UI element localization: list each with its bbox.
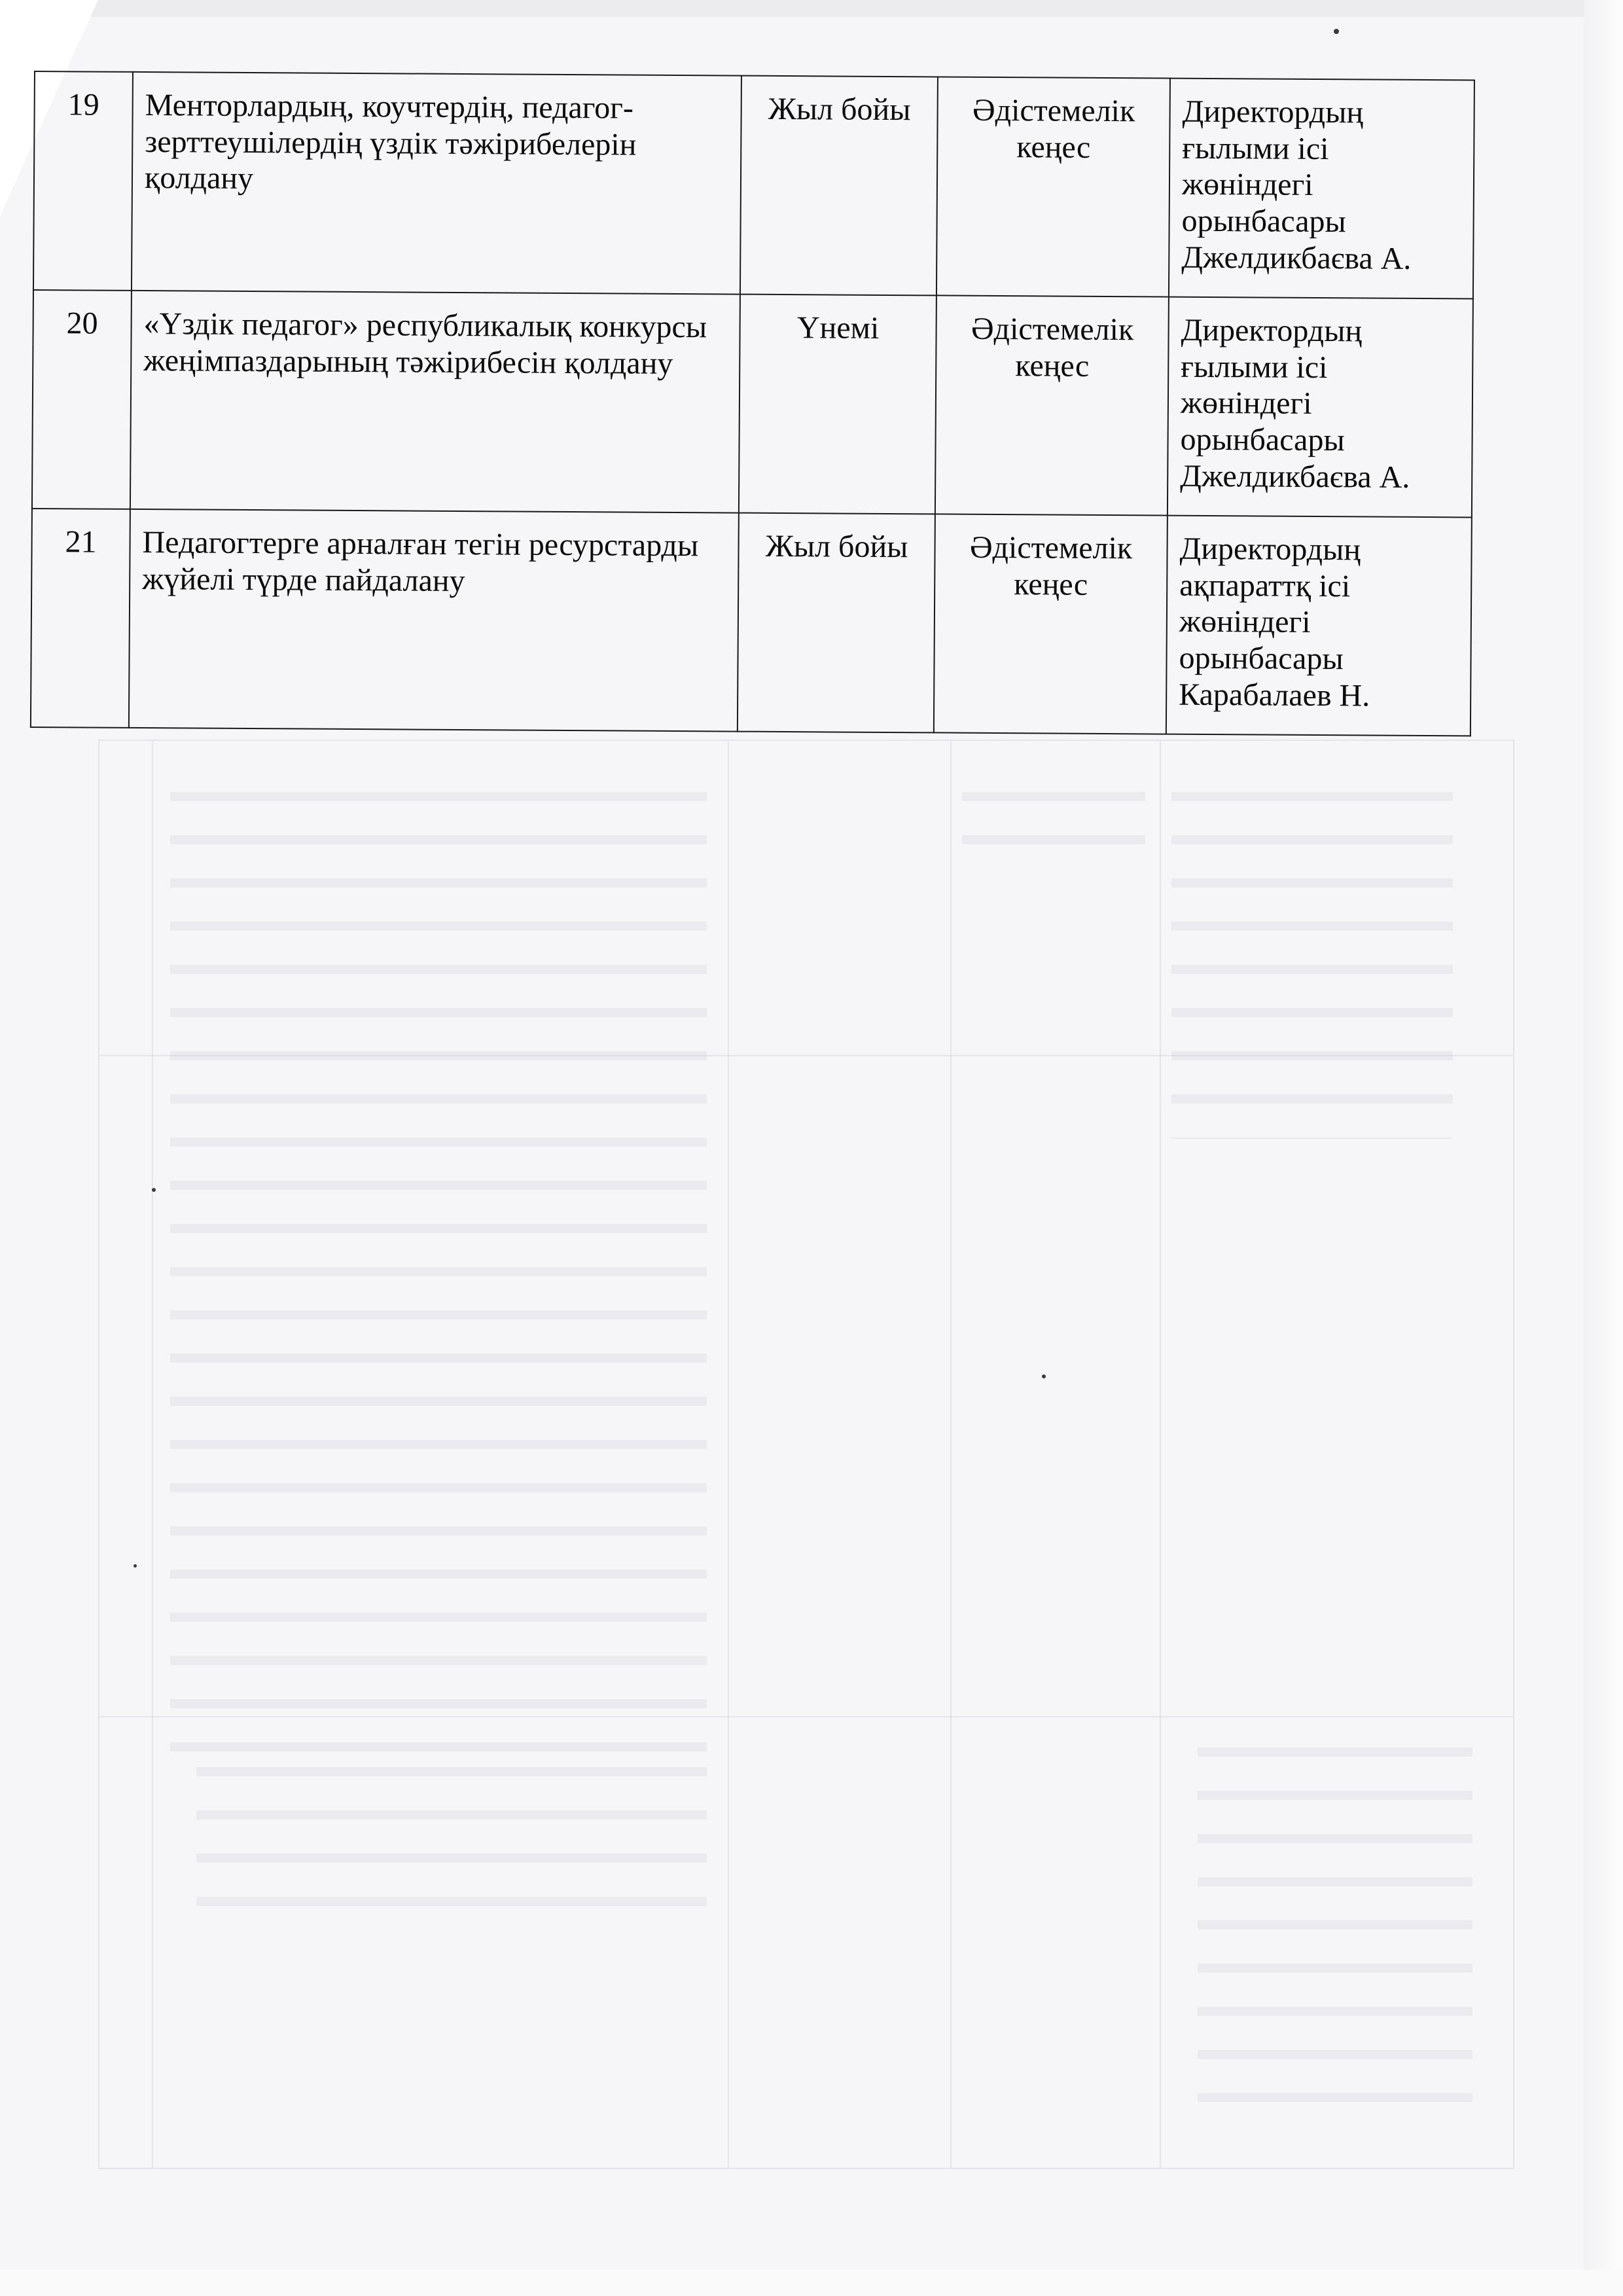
form-cell: Әдістемелік кеңес — [935, 295, 1169, 515]
period-cell: Жыл бойы — [738, 513, 935, 733]
responsible-cell: Директордың ақпараттқ ісі жөніндегі орынбасары Карабалаев Н. — [1166, 516, 1472, 736]
row-number: 21 — [31, 509, 130, 728]
responsible-cell: Директордың ғылыми ісі жөніндегі орынбасары Джелдикбаєва А. — [1168, 297, 1473, 518]
event-cell: «Үздік педагог» республикалық конкурсы жеңімпаздарының тәжірибесін қолдану — [130, 291, 740, 513]
scan-speck — [152, 1188, 156, 1192]
scan-speck — [1334, 29, 1339, 34]
bleed-through-text — [1171, 772, 1453, 1139]
form-cell: Әдістемелік кеңес — [936, 77, 1170, 296]
period-cell: Жыл бойы — [740, 76, 938, 296]
table-row — [32, 290, 1473, 517]
bleed-through-text — [1198, 1728, 1472, 2134]
page-bottom-edge — [0, 2270, 1623, 2296]
table-row — [33, 71, 1474, 298]
bleed-through-text — [196, 1748, 707, 1918]
row-number: 20 — [32, 290, 132, 509]
page-right-edge — [1584, 0, 1623, 2296]
responsible-cell: Директордың ғылыми ісі жөніндегі орынбасары Джелдикбаєва А. — [1169, 79, 1474, 299]
bleed-through-text — [962, 772, 1145, 877]
period-cell: Үнемі — [739, 295, 936, 514]
page-top-edge — [0, 0, 1623, 17]
scan-speck — [1042, 1374, 1046, 1378]
form-cell: Әдістемелік кеңес — [934, 514, 1168, 734]
scan-speck — [134, 1564, 137, 1568]
bleed-through-text — [170, 772, 707, 1754]
table-row — [31, 509, 1472, 736]
event-cell: Менторлардың, коучтердің, педагог-зерттеушілердің үздік тәжірибелерін қолдану — [132, 72, 741, 295]
row-number: 19 — [33, 71, 133, 291]
event-cell: Педагогтерге арналған тегін ресурстарды жүйелі түрде пайдалану — [129, 509, 739, 732]
plan-table — [30, 71, 1475, 736]
